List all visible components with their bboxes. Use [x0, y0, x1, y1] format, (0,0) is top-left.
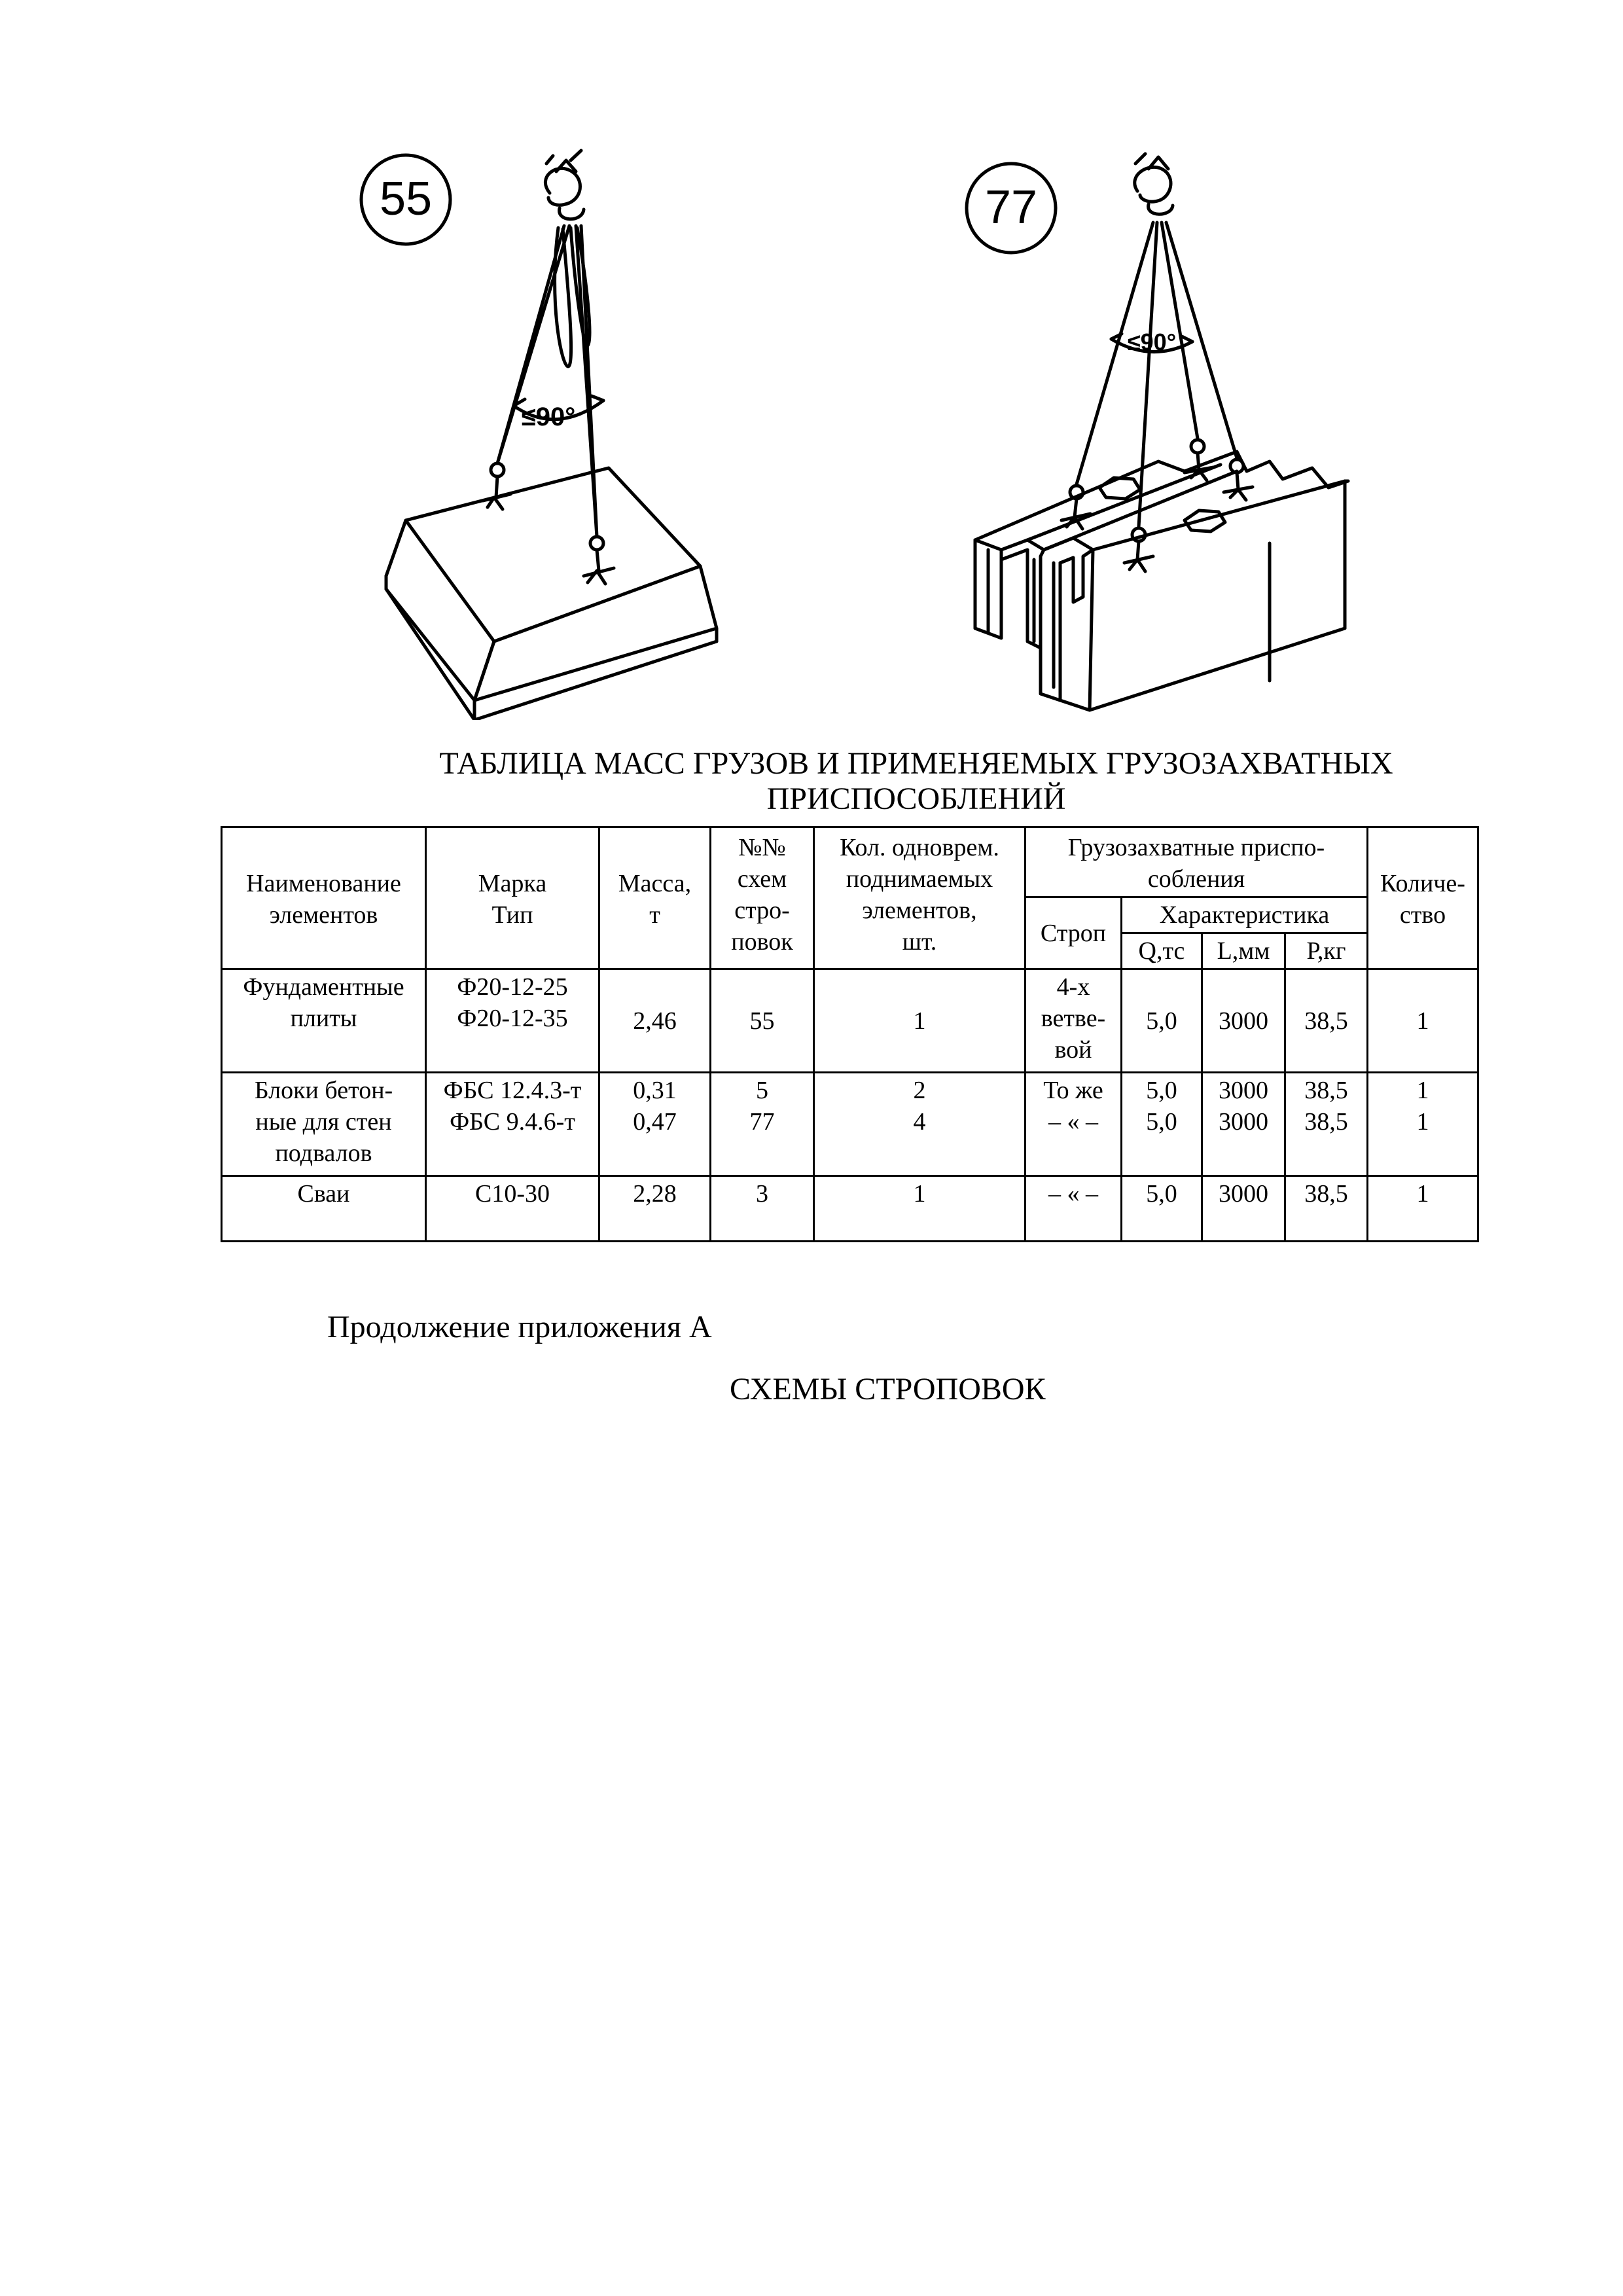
header-mark: Марка Тип [426, 827, 599, 969]
cell-l: 3000 3000 [1202, 1073, 1285, 1176]
slab-rigging-drawing [340, 131, 798, 720]
cell-l: 3000 [1202, 1176, 1285, 1242]
rigging-figure-55 [340, 131, 798, 720]
rigging-figure-77 [962, 131, 1433, 733]
cell-mass: 0,31 0,47 [599, 1073, 711, 1176]
table-row [222, 969, 1478, 1073]
cell-mark: ФБС 12.4.3-т ФБС 9.4.6-т [426, 1073, 599, 1176]
header-simultaneous: Кол. одноврем. поднимаемых элементов, шт. [814, 827, 1026, 969]
cell-simultaneous: 1 [814, 1176, 1026, 1242]
cell-simultaneous: 1 [814, 969, 1026, 1073]
cell-sling: То же – « – [1026, 1073, 1122, 1176]
cell-scheme: 3 [711, 1176, 814, 1242]
cell-q: 5,0 5,0 [1122, 1073, 1202, 1176]
load-mass-table [221, 826, 1479, 1242]
cell-l: 3000 [1202, 969, 1285, 1073]
cell-mark: Ф20-12-25 Ф20-12-35 [426, 969, 599, 1073]
figure-number: 77 [984, 181, 1038, 234]
cell-quantity: 1 [1368, 1176, 1478, 1242]
header-devices: Грузозахватные приспо- собления [1026, 827, 1368, 897]
header-p: Р,кг [1285, 933, 1368, 969]
cell-scheme: 5 77 [711, 1073, 814, 1176]
cell-scheme: 55 [711, 969, 814, 1073]
cell-mark: С10-30 [426, 1176, 599, 1242]
cell-name: Блоки бетон- ные для стен подвалов [222, 1073, 426, 1176]
cell-sling: 4-х ветве- вой [1026, 969, 1122, 1073]
table-row [222, 1176, 1478, 1242]
slab-top-face [406, 468, 700, 641]
hook-body [545, 168, 580, 205]
cell-mass: 2,28 [599, 1176, 711, 1242]
header-scheme: №№ схем стро- повок [711, 827, 814, 969]
angle-label: ≤90° [1127, 329, 1177, 355]
cell-sling: – « – [1026, 1176, 1122, 1242]
cell-quantity: 1 1 [1368, 1073, 1478, 1176]
table-row [222, 1073, 1478, 1176]
schemes-title: СХЕМЫ СТРОПОВОК [730, 1372, 1046, 1407]
blocks-rigging-drawing [962, 131, 1433, 733]
table-title-line-1: ТАБЛИЦА МАСС ГРУЗОВ И ПРИМЕНЯЕМЫХ ГРУЗОЗАХВАТНЫХ [439, 746, 1393, 781]
header-q: Q,тс [1122, 933, 1202, 969]
continuation-note: Продолжение приложения А [327, 1310, 712, 1344]
header-characteristic: Характеристика [1122, 897, 1368, 933]
cell-mass: 2,46 [599, 969, 711, 1073]
header-sling: Строп [1026, 897, 1122, 969]
header-quantity: Количе- ство [1368, 827, 1478, 969]
cell-name: Сваи [222, 1176, 426, 1242]
figure-number: 55 [379, 173, 433, 225]
table-title-line-2: ПРИСПОСОБЛЕНИЙ [766, 781, 1066, 816]
header-name: Наименование элементов [222, 827, 426, 969]
cell-quantity: 1 [1368, 969, 1478, 1073]
table-title [223, 746, 1610, 817]
header-l: L,мм [1202, 933, 1285, 969]
cell-p: 38,5 [1285, 1176, 1368, 1242]
cell-name: Фундаментные плиты [222, 969, 426, 1073]
table-header-row [222, 827, 1478, 897]
cell-simultaneous: 2 4 [814, 1073, 1026, 1176]
cell-p: 38,5 38,5 [1285, 1073, 1368, 1176]
angle-label: ≤90° [521, 403, 576, 431]
cell-q: 5,0 [1122, 1176, 1202, 1242]
cell-q: 5,0 [1122, 969, 1202, 1073]
header-mass: Масса, т [599, 827, 711, 969]
cell-p: 38,5 [1285, 969, 1368, 1073]
